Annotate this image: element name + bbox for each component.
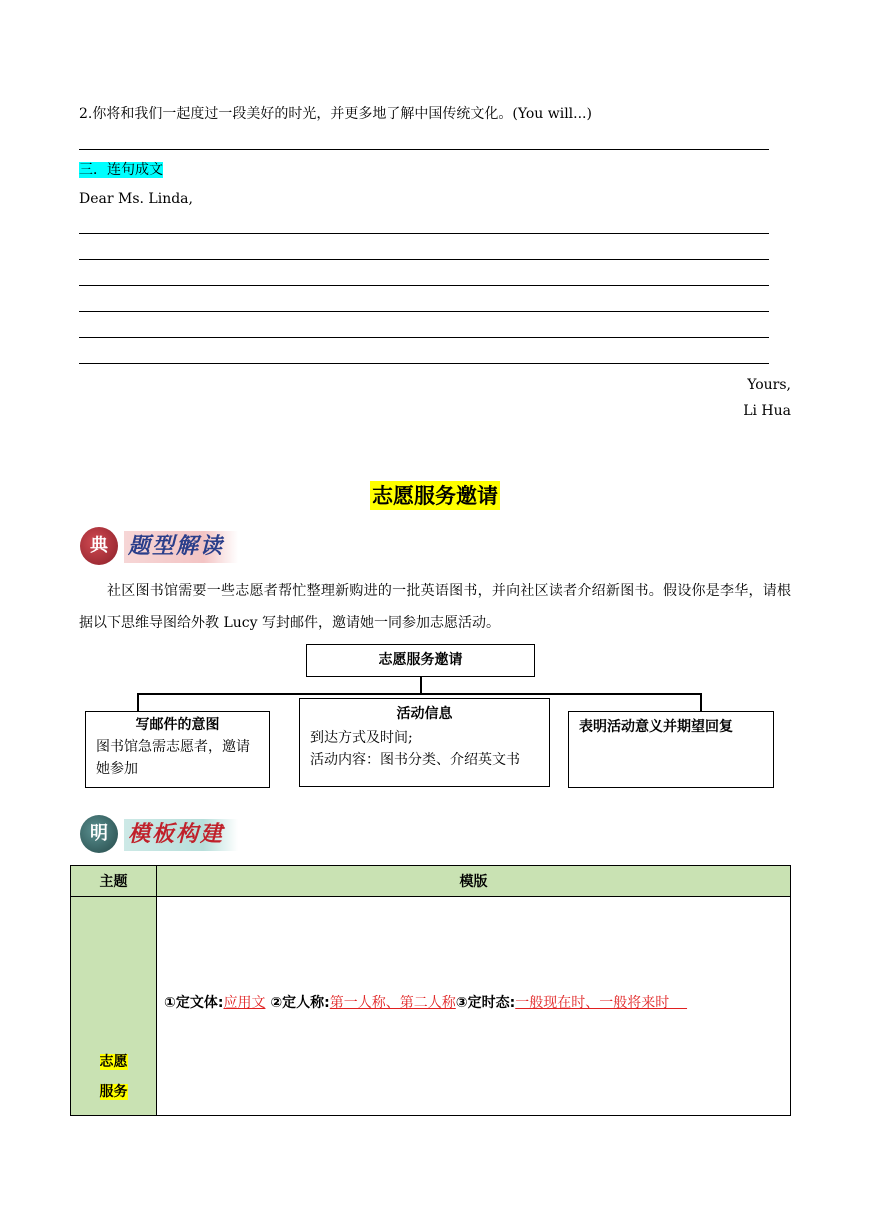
section-heading [79, 161, 163, 179]
mindmap-box-significance [568, 711, 774, 788]
banner-question-analysis [80, 527, 240, 567]
topic-title [0, 481, 870, 511]
connector-line [137, 693, 139, 712]
theme-label: 服务 [99, 1084, 128, 1100]
writing-line [79, 363, 769, 364]
mindmap-box-activity [299, 698, 550, 787]
banner-text: 模板构建 [124, 819, 238, 851]
connector-line [700, 693, 702, 712]
step-label: ①定文体: [164, 995, 224, 1011]
template-steps [164, 992, 790, 1012]
table-row [71, 897, 791, 1116]
exercise-sentence-2: 2.你将和我们一起度过一段美好的时光，并更多地了解中国传统文化。(You will...) [79, 106, 592, 122]
writing-line [79, 337, 769, 338]
letter-signature: Li Hua [743, 403, 791, 419]
letter-closing: Yours, [747, 377, 791, 393]
connector-line [137, 693, 702, 695]
table-header-theme: 主题 [71, 866, 157, 897]
step-value: 应用文 [223, 995, 266, 1011]
mindmap-box-intent [85, 711, 270, 788]
answer-line [79, 149, 769, 150]
theme-label: 志愿 [99, 1054, 128, 1070]
theme-cell [71, 897, 157, 1116]
mindmap-box-title: 表明活动意义并期望回复 [579, 719, 733, 735]
table-header-template: 模版 [157, 866, 791, 897]
mindmap-box-title: 写邮件的意图 [135, 717, 220, 733]
step-label: ③定时态: [455, 995, 516, 1011]
mindmap-box-title: 活动信息 [396, 706, 453, 722]
banner-text: 题型解读 [124, 531, 238, 563]
section-heading-text: 三．连句成文 [79, 162, 163, 178]
writing-line [79, 311, 769, 312]
intro-paragraph: 社区图书馆需要一些志愿者帮忙整理新购进的一批英语图书，并向社区读者介绍新图书。假设你是李华，请根据以下思维导图给外教 Lucy 写封邮件，邀请她一同参加志愿活动。 [79, 583, 791, 631]
topic-title-text: 志愿服务邀请 [372, 483, 498, 508]
seal-icon: 典 [80, 527, 118, 565]
mindmap-box-line: 到达方式及时间; [310, 730, 413, 746]
writing-line [79, 285, 769, 286]
template-cell [157, 897, 791, 1116]
step-value: 一般现在时、一般将来时 [515, 995, 688, 1011]
template-table [70, 865, 791, 1116]
seal-icon: 明 [80, 815, 118, 853]
mindmap-box-body: 图书馆急需志愿者，邀请她参加 [96, 739, 250, 777]
mindmap-box-line: 活动内容：图书分类、介绍英文书 [310, 752, 520, 768]
table-header-row [71, 866, 791, 897]
mindmap-root-box [306, 644, 535, 677]
letter-greeting: Dear Ms. Linda, [79, 191, 193, 207]
step-label: ②定人称: [265, 995, 330, 1011]
writing-line [79, 233, 769, 234]
writing-line [79, 259, 769, 260]
mindmap-root-label: 志愿服务邀请 [378, 652, 463, 668]
connector-line [420, 677, 422, 694]
step-value: 第一人称、第二人称 [329, 995, 456, 1011]
banner-template-build [80, 815, 240, 855]
